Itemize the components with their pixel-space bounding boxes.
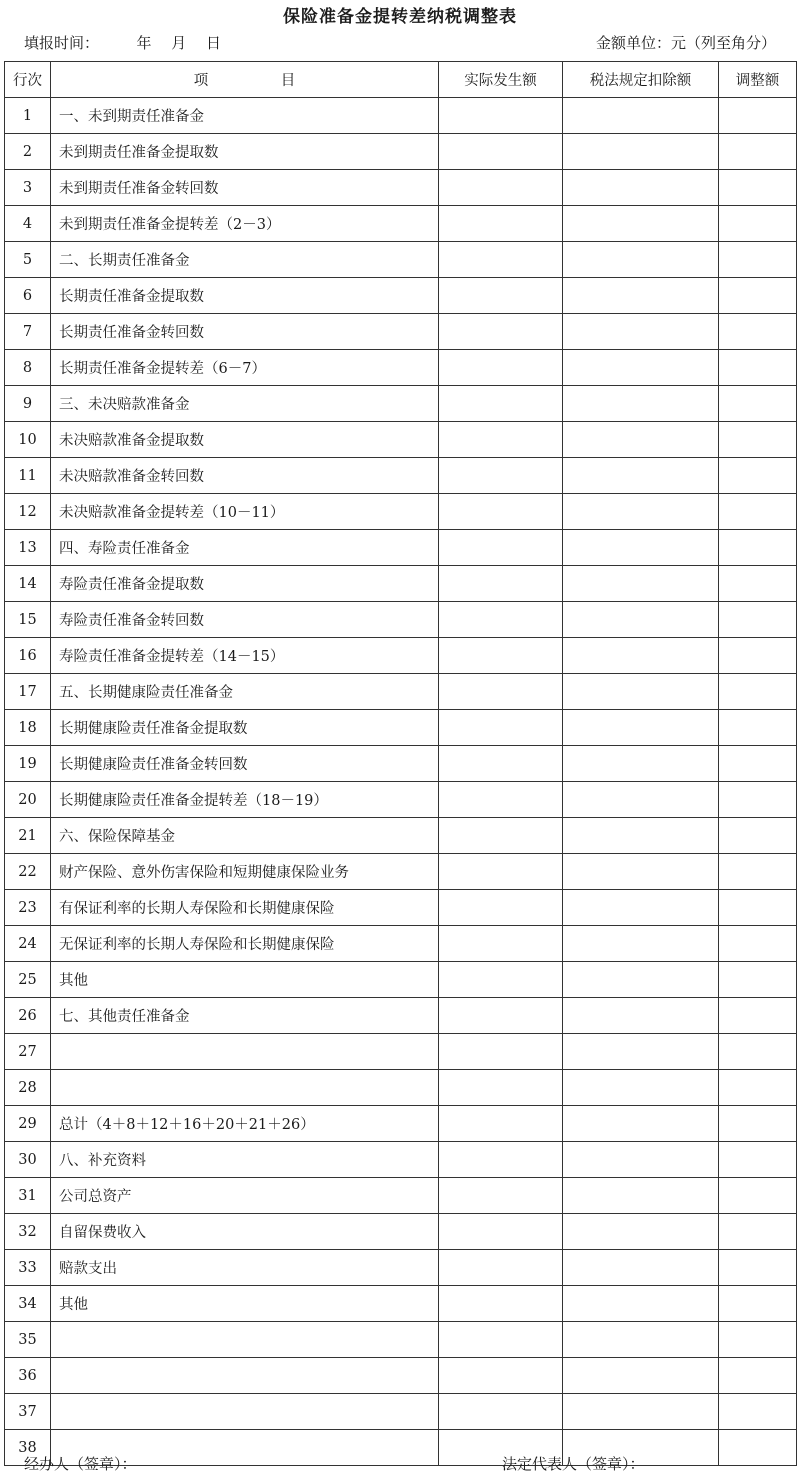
table-row xyxy=(5,530,797,566)
fill-time-label: 填报时间： 年 月 日 xyxy=(24,34,222,52)
row-actual-amount-cell[interactable] xyxy=(439,638,563,674)
row-item-name: 七、其他责任准备金 xyxy=(51,998,439,1034)
row-actual-amount-cell[interactable] xyxy=(439,566,563,602)
row-tax-deduction-cell[interactable] xyxy=(563,566,719,602)
meta-row xyxy=(24,32,776,52)
row-adjustment-cell[interactable] xyxy=(719,1286,797,1322)
row-adjustment-cell[interactable] xyxy=(719,854,797,890)
table-row xyxy=(5,350,797,386)
row-tax-deduction-cell[interactable] xyxy=(563,1286,719,1322)
row-tax-deduction-cell[interactable] xyxy=(563,1178,719,1214)
row-actual-amount-cell[interactable] xyxy=(439,1358,563,1394)
row-line-no: 36 xyxy=(5,1358,51,1394)
row-tax-deduction-cell[interactable] xyxy=(563,278,719,314)
row-tax-deduction-cell[interactable] xyxy=(563,1250,719,1286)
row-item-name xyxy=(51,1358,439,1394)
row-item-name: 公司总资产 xyxy=(51,1178,439,1214)
row-line-no: 17 xyxy=(5,674,51,710)
row-adjustment-cell[interactable] xyxy=(719,530,797,566)
table-row xyxy=(5,98,797,134)
row-adjustment-cell[interactable] xyxy=(719,998,797,1034)
row-adjustment-cell[interactable] xyxy=(719,1070,797,1106)
row-tax-deduction-cell[interactable] xyxy=(563,1214,719,1250)
row-item-name xyxy=(51,1322,439,1358)
table-row xyxy=(5,890,797,926)
row-tax-deduction-cell[interactable] xyxy=(563,1034,719,1070)
row-line-no: 6 xyxy=(5,278,51,314)
header-line-no: 行次 xyxy=(5,62,51,98)
row-actual-amount-cell[interactable] xyxy=(439,494,563,530)
row-actual-amount-cell[interactable] xyxy=(439,962,563,998)
table-row xyxy=(5,926,797,962)
row-adjustment-cell[interactable] xyxy=(719,710,797,746)
table-row xyxy=(5,1286,797,1322)
row-actual-amount-cell[interactable] xyxy=(439,1106,563,1142)
row-line-no: 34 xyxy=(5,1286,51,1322)
row-adjustment-cell[interactable] xyxy=(719,314,797,350)
row-item-name: 其他 xyxy=(51,962,439,998)
row-tax-deduction-cell[interactable] xyxy=(563,314,719,350)
row-actual-amount-cell[interactable] xyxy=(439,674,563,710)
row-line-no: 5 xyxy=(5,242,51,278)
row-actual-amount-cell[interactable] xyxy=(439,278,563,314)
row-item-name: 未决赔款准备金提取数 xyxy=(51,422,439,458)
row-tax-deduction-cell[interactable] xyxy=(563,98,719,134)
table-row xyxy=(5,1214,797,1250)
row-item-name: 无保证利率的长期人寿保险和长期健康保险 xyxy=(51,926,439,962)
row-actual-amount-cell[interactable] xyxy=(439,134,563,170)
row-line-no: 9 xyxy=(5,386,51,422)
row-adjustment-cell[interactable] xyxy=(719,674,797,710)
table-row xyxy=(5,566,797,602)
row-tax-deduction-cell[interactable] xyxy=(563,422,719,458)
header-tax-deduction: 税法规定扣除额 xyxy=(563,62,719,98)
table-row xyxy=(5,494,797,530)
table-row xyxy=(5,1142,797,1178)
row-actual-amount-cell[interactable] xyxy=(439,1250,563,1286)
row-adjustment-cell[interactable] xyxy=(719,566,797,602)
row-item-name: 未到期责任准备金提取数 xyxy=(51,134,439,170)
row-tax-deduction-cell[interactable] xyxy=(563,206,719,242)
row-tax-deduction-cell[interactable] xyxy=(563,530,719,566)
row-tax-deduction-cell[interactable] xyxy=(563,458,719,494)
row-adjustment-cell[interactable] xyxy=(719,1178,797,1214)
table-row xyxy=(5,962,797,998)
row-line-no: 8 xyxy=(5,350,51,386)
row-line-no: 32 xyxy=(5,1214,51,1250)
row-item-name: 长期健康险责任准备金转回数 xyxy=(51,746,439,782)
row-adjustment-cell[interactable] xyxy=(719,134,797,170)
header-item: 项 目 xyxy=(51,62,439,98)
table-row xyxy=(5,1106,797,1142)
row-tax-deduction-cell[interactable] xyxy=(563,1322,719,1358)
row-actual-amount-cell[interactable] xyxy=(439,1178,563,1214)
row-item-name: 寿险责任准备金提转差（14－15） xyxy=(51,638,439,674)
row-line-no: 20 xyxy=(5,782,51,818)
row-actual-amount-cell[interactable] xyxy=(439,998,563,1034)
row-actual-amount-cell[interactable] xyxy=(439,926,563,962)
row-item-name: 未决赔款准备金转回数 xyxy=(51,458,439,494)
row-adjustment-cell[interactable] xyxy=(719,926,797,962)
row-tax-deduction-cell[interactable] xyxy=(563,1358,719,1394)
table-row xyxy=(5,674,797,710)
table-row xyxy=(5,422,797,458)
row-actual-amount-cell[interactable] xyxy=(439,314,563,350)
table-row xyxy=(5,386,797,422)
row-line-no: 11 xyxy=(5,458,51,494)
row-actual-amount-cell[interactable] xyxy=(439,1034,563,1070)
table-header-row xyxy=(5,62,797,98)
row-item-name: 长期健康险责任准备金提取数 xyxy=(51,710,439,746)
table-row xyxy=(5,1322,797,1358)
table-body xyxy=(5,98,797,1466)
row-line-no: 28 xyxy=(5,1070,51,1106)
row-tax-deduction-cell[interactable] xyxy=(563,1070,719,1106)
row-adjustment-cell[interactable] xyxy=(719,962,797,998)
row-adjustment-cell[interactable] xyxy=(719,746,797,782)
unit-label: 金额单位：元（列至角分） xyxy=(595,34,776,52)
row-item-name xyxy=(51,1070,439,1106)
table-row xyxy=(5,1250,797,1286)
row-line-no: 2 xyxy=(5,134,51,170)
row-actual-amount-cell[interactable] xyxy=(439,530,563,566)
row-line-no: 10 xyxy=(5,422,51,458)
row-actual-amount-cell[interactable] xyxy=(439,746,563,782)
row-actual-amount-cell[interactable] xyxy=(439,170,563,206)
row-actual-amount-cell[interactable] xyxy=(439,350,563,386)
row-item-name: 长期责任准备金转回数 xyxy=(51,314,439,350)
table-row xyxy=(5,710,797,746)
row-line-no: 16 xyxy=(5,638,51,674)
row-item-name: 长期责任准备金提转差（6－7） xyxy=(51,350,439,386)
row-line-no: 27 xyxy=(5,1034,51,1070)
row-item-name: 五、长期健康险责任准备金 xyxy=(51,674,439,710)
row-line-no: 21 xyxy=(5,818,51,854)
row-tax-deduction-cell[interactable] xyxy=(563,854,719,890)
row-adjustment-cell[interactable] xyxy=(719,1106,797,1142)
row-adjustment-cell[interactable] xyxy=(719,818,797,854)
row-line-no: 1 xyxy=(5,98,51,134)
document-title: 保险准备金提转差纳税调整表 xyxy=(283,7,517,27)
row-tax-deduction-cell[interactable] xyxy=(563,710,719,746)
row-actual-amount-cell[interactable] xyxy=(439,458,563,494)
table-row xyxy=(5,638,797,674)
row-item-name: 寿险责任准备金转回数 xyxy=(51,602,439,638)
row-line-no: 29 xyxy=(5,1106,51,1142)
row-adjustment-cell[interactable] xyxy=(719,206,797,242)
row-adjustment-cell[interactable] xyxy=(719,1394,797,1430)
row-tax-deduction-cell[interactable] xyxy=(563,818,719,854)
row-tax-deduction-cell[interactable] xyxy=(563,782,719,818)
row-tax-deduction-cell[interactable] xyxy=(563,170,719,206)
row-adjustment-cell[interactable] xyxy=(719,278,797,314)
signature-footer xyxy=(24,1453,776,1475)
row-item-name: 六、保险保障基金 xyxy=(51,818,439,854)
row-item-name: 未到期责任准备金提转差（2－3） xyxy=(51,206,439,242)
row-tax-deduction-cell[interactable] xyxy=(563,1142,719,1178)
row-actual-amount-cell[interactable] xyxy=(439,206,563,242)
row-line-no: 3 xyxy=(5,170,51,206)
row-item-name: 一、未到期责任准备金 xyxy=(51,98,439,134)
row-tax-deduction-cell[interactable] xyxy=(563,602,719,638)
row-tax-deduction-cell[interactable] xyxy=(563,386,719,422)
row-actual-amount-cell[interactable] xyxy=(439,782,563,818)
row-tax-deduction-cell[interactable] xyxy=(563,350,719,386)
row-item-name: 长期责任准备金提取数 xyxy=(51,278,439,314)
row-line-no: 12 xyxy=(5,494,51,530)
row-line-no: 19 xyxy=(5,746,51,782)
table-row xyxy=(5,1178,797,1214)
table-row xyxy=(5,602,797,638)
row-tax-deduction-cell[interactable] xyxy=(563,134,719,170)
row-line-no: 33 xyxy=(5,1250,51,1286)
row-actual-amount-cell[interactable] xyxy=(439,1322,563,1358)
row-adjustment-cell[interactable] xyxy=(719,170,797,206)
row-tax-deduction-cell[interactable] xyxy=(563,926,719,962)
row-adjustment-cell[interactable] xyxy=(719,422,797,458)
row-line-no: 26 xyxy=(5,998,51,1034)
row-item-name xyxy=(51,1034,439,1070)
row-actual-amount-cell[interactable] xyxy=(439,98,563,134)
table-row xyxy=(5,1394,797,1430)
row-line-no: 31 xyxy=(5,1178,51,1214)
row-line-no: 30 xyxy=(5,1142,51,1178)
row-item-name: 自留保费收入 xyxy=(51,1214,439,1250)
row-adjustment-cell[interactable] xyxy=(719,1322,797,1358)
row-item-name: 四、寿险责任准备金 xyxy=(51,530,439,566)
row-line-no: 24 xyxy=(5,926,51,962)
row-line-no: 37 xyxy=(5,1394,51,1430)
table-row xyxy=(5,278,797,314)
row-line-no: 25 xyxy=(5,962,51,998)
table-row xyxy=(5,854,797,890)
table-row xyxy=(5,782,797,818)
row-actual-amount-cell[interactable] xyxy=(439,1394,563,1430)
row-line-no: 15 xyxy=(5,602,51,638)
row-actual-amount-cell[interactable] xyxy=(439,1070,563,1106)
row-line-no: 14 xyxy=(5,566,51,602)
row-adjustment-cell[interactable] xyxy=(719,242,797,278)
legal-rep-signature-label: 法定代表人（签章）： xyxy=(502,1455,645,1473)
header-actual-amount: 实际发生额 xyxy=(439,62,563,98)
row-line-no: 23 xyxy=(5,890,51,926)
table-row xyxy=(5,1070,797,1106)
row-line-no: 18 xyxy=(5,710,51,746)
row-tax-deduction-cell[interactable] xyxy=(563,242,719,278)
row-actual-amount-cell[interactable] xyxy=(439,818,563,854)
row-adjustment-cell[interactable] xyxy=(719,1142,797,1178)
row-tax-deduction-cell[interactable] xyxy=(563,638,719,674)
row-item-name: 总计（4＋8＋12＋16＋20＋21＋26） xyxy=(51,1106,439,1142)
row-adjustment-cell[interactable] xyxy=(719,350,797,386)
row-item-name: 二、长期责任准备金 xyxy=(51,242,439,278)
row-adjustment-cell[interactable] xyxy=(719,1250,797,1286)
row-line-no: 7 xyxy=(5,314,51,350)
table-row xyxy=(5,314,797,350)
row-adjustment-cell[interactable] xyxy=(719,494,797,530)
row-actual-amount-cell[interactable] xyxy=(439,1214,563,1250)
row-adjustment-cell[interactable] xyxy=(719,638,797,674)
table-row xyxy=(5,458,797,494)
header-adjustment: 调整额 xyxy=(719,62,797,98)
row-item-name: 八、补充资料 xyxy=(51,1142,439,1178)
row-tax-deduction-cell[interactable] xyxy=(563,494,719,530)
row-adjustment-cell[interactable] xyxy=(719,458,797,494)
row-line-no: 4 xyxy=(5,206,51,242)
row-item-name: 三、未决赔款准备金 xyxy=(51,386,439,422)
row-item-name: 未决赔款准备金提转差（10－11） xyxy=(51,494,439,530)
table-row xyxy=(5,746,797,782)
row-line-no: 22 xyxy=(5,854,51,890)
row-adjustment-cell[interactable] xyxy=(719,1214,797,1250)
row-tax-deduction-cell[interactable] xyxy=(563,998,719,1034)
table-row xyxy=(5,134,797,170)
row-tax-deduction-cell[interactable] xyxy=(563,890,719,926)
row-adjustment-cell[interactable] xyxy=(719,1034,797,1070)
row-adjustment-cell[interactable] xyxy=(719,782,797,818)
row-item-name: 长期健康险责任准备金提转差（18－19） xyxy=(51,782,439,818)
row-item-name xyxy=(51,1394,439,1430)
row-item-name: 有保证利率的长期人寿保险和长期健康保险 xyxy=(51,890,439,926)
table-row xyxy=(5,206,797,242)
row-actual-amount-cell[interactable] xyxy=(439,854,563,890)
table-row xyxy=(5,170,797,206)
handler-signature-label: 经办人（签章）： xyxy=(24,1455,137,1473)
row-tax-deduction-cell[interactable] xyxy=(563,674,719,710)
table-row xyxy=(5,242,797,278)
row-actual-amount-cell[interactable] xyxy=(439,602,563,638)
row-adjustment-cell[interactable] xyxy=(719,98,797,134)
adjustment-table xyxy=(4,61,797,1466)
row-item-name: 寿险责任准备金提取数 xyxy=(51,566,439,602)
row-item-name: 未到期责任准备金转回数 xyxy=(51,170,439,206)
row-tax-deduction-cell[interactable] xyxy=(563,962,719,998)
row-adjustment-cell[interactable] xyxy=(719,386,797,422)
row-adjustment-cell[interactable] xyxy=(719,890,797,926)
row-item-name: 赔款支出 xyxy=(51,1250,439,1286)
row-actual-amount-cell[interactable] xyxy=(439,1142,563,1178)
row-adjustment-cell[interactable] xyxy=(719,602,797,638)
row-actual-amount-cell[interactable] xyxy=(439,422,563,458)
row-actual-amount-cell[interactable] xyxy=(439,386,563,422)
row-tax-deduction-cell[interactable] xyxy=(563,1106,719,1142)
row-actual-amount-cell[interactable] xyxy=(439,890,563,926)
row-actual-amount-cell[interactable] xyxy=(439,242,563,278)
row-line-no: 35 xyxy=(5,1322,51,1358)
row-adjustment-cell[interactable] xyxy=(719,1358,797,1394)
row-item-name: 其他 xyxy=(51,1286,439,1322)
row-actual-amount-cell[interactable] xyxy=(439,710,563,746)
row-line-no: 13 xyxy=(5,530,51,566)
table-row xyxy=(5,1034,797,1070)
row-item-name: 财产保险、意外伤害保险和短期健康保险业务 xyxy=(51,854,439,890)
table-row xyxy=(5,1358,797,1394)
table-row xyxy=(5,818,797,854)
row-tax-deduction-cell[interactable] xyxy=(563,746,719,782)
row-actual-amount-cell[interactable] xyxy=(439,1286,563,1322)
table-row xyxy=(5,998,797,1034)
row-tax-deduction-cell[interactable] xyxy=(563,1394,719,1430)
row-line-no: 38 xyxy=(5,1430,51,1466)
